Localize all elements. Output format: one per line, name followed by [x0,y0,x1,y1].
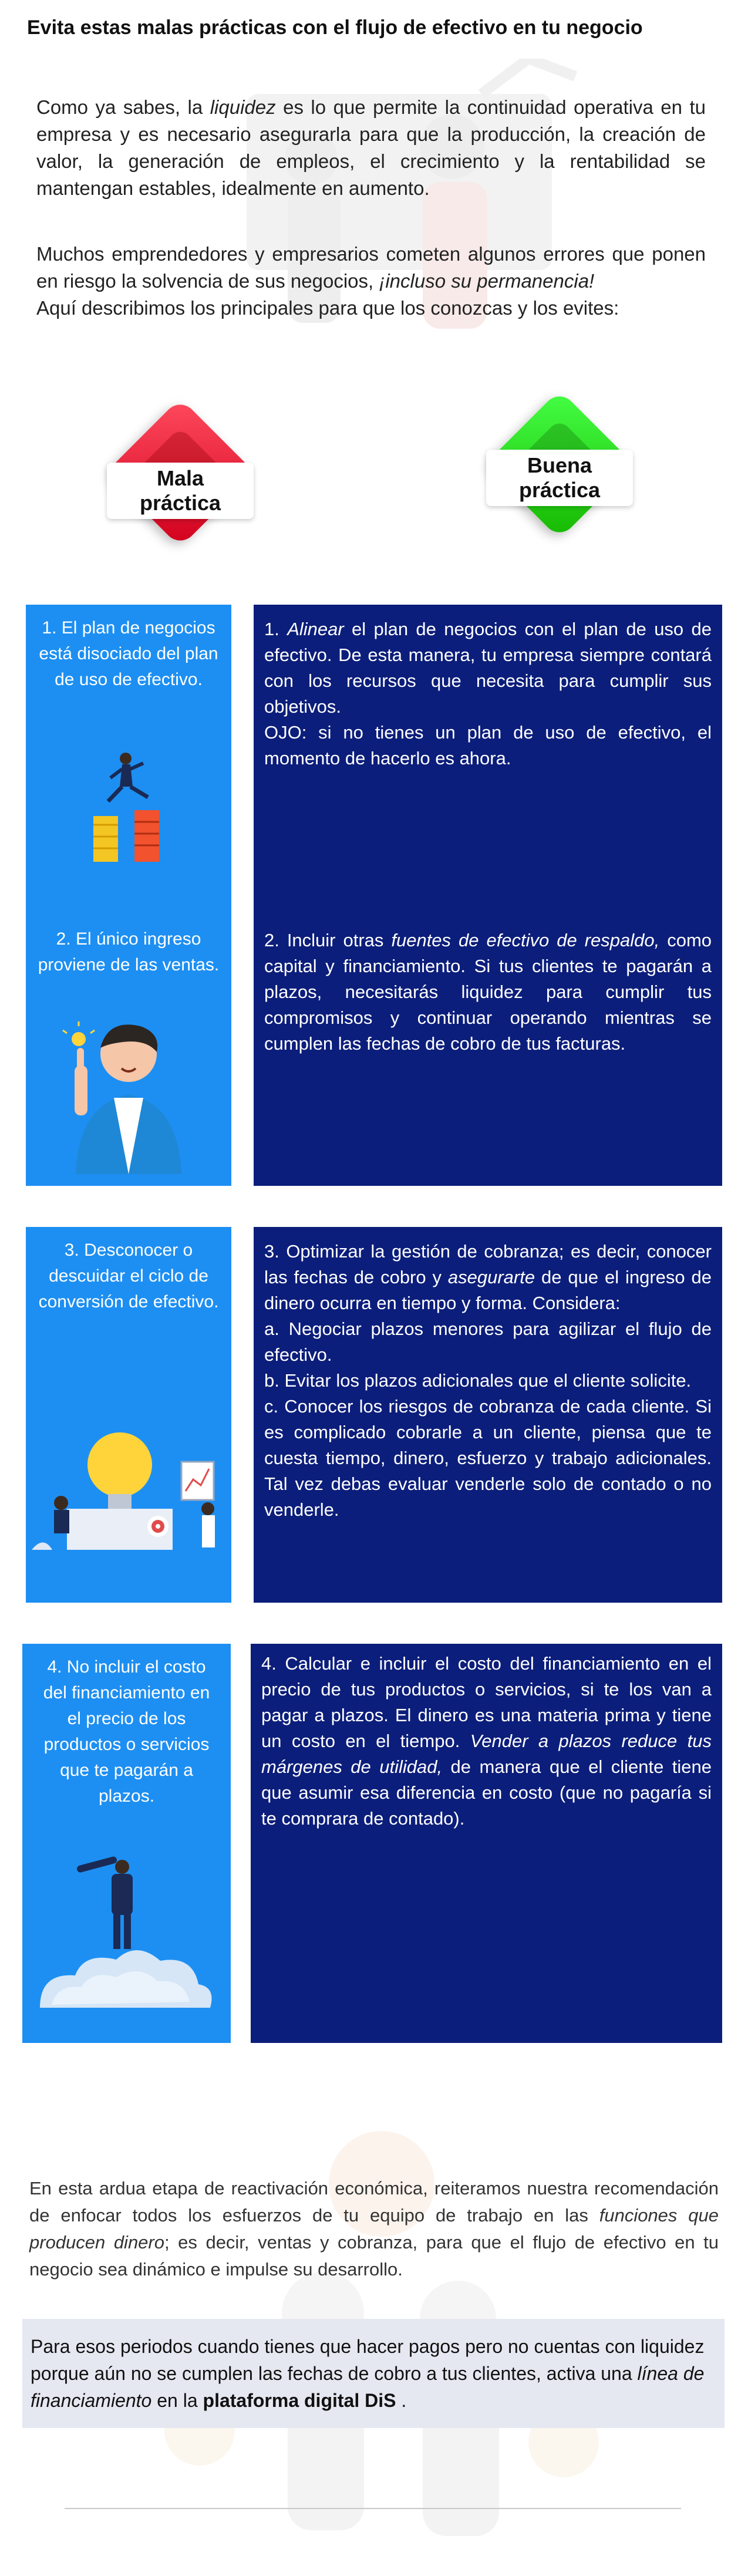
good-practice-label: Buena práctica [486,450,633,506]
closing-paragraph: En esta ardua etapa de reactivación económica, reiteramos nuestra recomendación de enfocar todos los esfuerzos de tu equipo de trabajo en las funciones que producen dinero; es decir, ventas y cobranza, para que el flujo de efectivo en tu negocio sea dinámico e impulse su desarrollo. [29,2178,719,2280]
bad-practice-4-text: 4. No incluir el costo del financiamiento en el precio de los productos o servicios que te pagarán a plazos. [43,1657,210,1806]
bad-practice-1-text: 1. El plan de negocios está disociado del plan de uso de efectivo. [39,618,218,689]
lightbulb-team-icon [32,1421,225,1556]
good-practice-diamond [486,391,633,538]
idea-man-icon [52,1016,205,1174]
bad-practice-1 [26,605,231,916]
good-practice-2: 2. Incluir otras fuentes de efectivo de respaldo, como capital y financiamiento. Si tus clientes te pagarán a plazos, necesitarás liquidez para cumplir tus compromisos y continuar operando mientras se cumplen las fechas de cobro de tus facturas. [254,916,722,1186]
good-practice-3-item-b: b. Evitar los plazos adicionales que el cliente solicite. [264,1370,692,1391]
bad-practice-2 [26,916,231,1186]
person-jumping-stacks-icon [85,746,173,863]
page-title: Evita estas malas prácticas con el flujo de efectivo en tu negocio [27,16,643,39]
bad-practice-4 [22,1644,231,2043]
footer-divider [65,2508,681,2509]
bad-practice-diamond [107,399,254,546]
good-practice-4: 4. Calcular e incluir el costo del financiamiento en el precio de tus productos o servicios, si te los van a pagar a plazos. El dinero es una materia prima y tiene un costo en el tiempo. Vender a plazos reduce tus márgenes de utilidad, de manera que el cliente tiene que asumir esa diferencia en costo (que no pagaría si te comprara de contado). [251,1644,722,2043]
good-practice-3-item-a: a. Negociar plazos menores para agilizar el flujo de efectivo. [264,1319,712,1365]
dis-platform-link[interactable]: plataforma digital DiS [203,2390,396,2411]
good-practice-3-item-c: c. Conocer los riesgos de cobranza de cada cliente. Si es complicado cobrarle a un cliente, piensa que te cuesta tiempo, dinero, esfuerzo y trabajo adicionales. Tal vez debas evaluar venderle solo de contado o no venderle. [264,1396,712,1520]
bad-practice-3-text: 3. Desconocer o descuidar el ciclo de conversión de efectivo. [38,1240,219,1311]
telescope-cloud-icon [34,1843,216,2019]
intro-paragraph-2: Muchos emprendedores y empresarios cometen algunos errores que ponen en riesgo la solvencia de sus negocios, ¡incluso su permanencia! Aquí describimos los principales para que los conozcas y los evites: [36,243,706,319]
good-practice-1-note: OJO: si no tienes un plan de uso de efectivo, el momento de hacerlo es ahora. [264,722,712,768]
bad-practice-2-text: 2. El único ingreso proviene de las ventas. [38,929,220,975]
bad-practice-label: Mala práctica [107,463,254,519]
bad-practice-3 [26,1227,231,1603]
good-practice-1: 1. Alinear el plan de negocios con el plan de uso de efectivo. De esta manera, tu empresa siempre contará con los recursos que necesita para cumplir sus objetivos. OJO: si no tienes un plan de uso de efectivo, el momento de hacerlo es ahora. [254,605,722,916]
good-practice-3: 3. Optimizar la gestión de cobranza; es decir, conocer las fechas de cobro y asegurarte de que el ingreso de dinero ocurra en tiempo y forma. Considera: a. Negociar plazos menores para agilizar el flujo de efectivo. b. Evitar los plazos adicionales que el cliente solicite. c. Conocer los riesgos de cobranza de cada cliente. Si es complicado cobrarle a un cliente, piensa que te cuesta tiempo, dinero, esfuerzo y trabajo adicionales. Tal vez debas evaluar venderle solo de contado o no venderle. [254,1227,722,1603]
financing-callout: Para esos periodos cuando tienes que hacer pagos pero no cuentas con liquidez porque aún no se cumplen las fechas de cobro a tus clientes, activa una línea de financiamiento en la plataforma digital DiS . [22,2319,725,2428]
intro-paragraph-1: Como ya sabes, la liquidez es lo que permite la continuidad operativa en tu empresa y es necesario asegurarla para que la producción, la creación de valor, la generación de empleos, el crecimiento y la rentabilidad se mantengan estables, idealmente en aumento. [36,96,706,199]
